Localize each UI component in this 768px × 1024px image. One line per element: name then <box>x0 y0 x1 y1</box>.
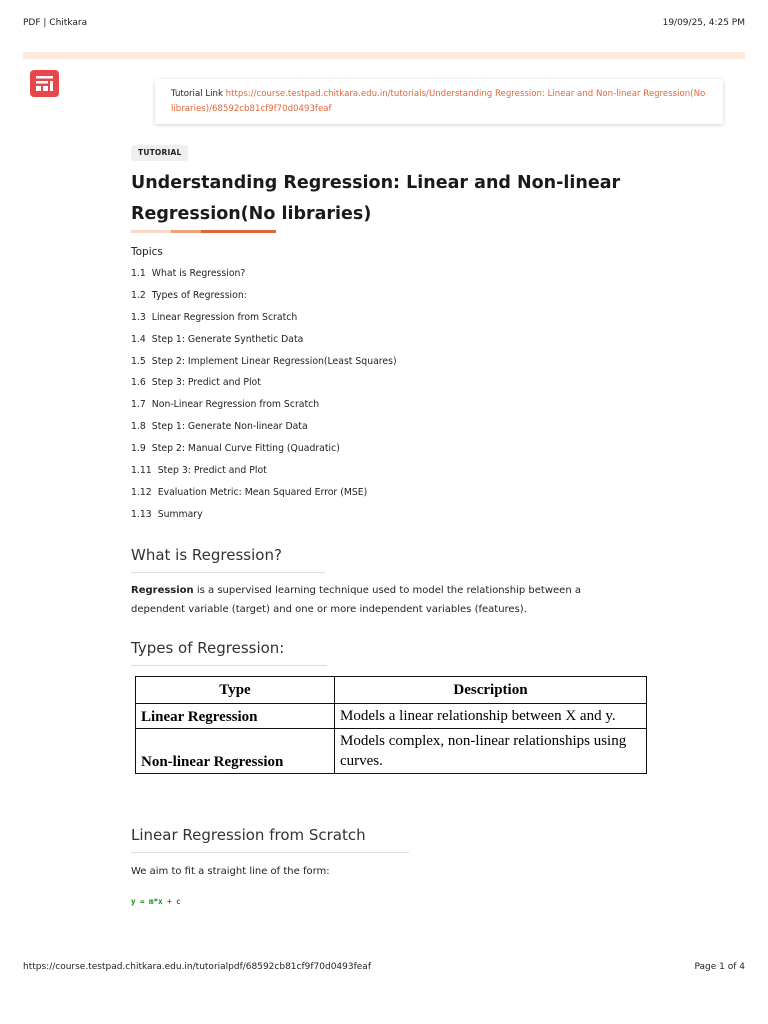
table-cell-description: Models a linear relationship between X and y. <box>335 704 647 729</box>
print-header-timestamp: 19/09/25, 4:25 PM <box>662 18 745 28</box>
topic-label: Step 1: Generate Non-linear Data <box>151 421 308 433</box>
topic-item[interactable] <box>131 504 397 526</box>
topic-label: Linear Regression from Scratch <box>151 311 298 323</box>
table-row <box>136 729 647 774</box>
topic-number: 1.7 <box>131 399 146 411</box>
table-cell-type: Linear Regression <box>136 704 335 729</box>
regression-types-table <box>135 676 647 774</box>
tutorial-badge: TUTORIAL <box>131 145 188 161</box>
top-banner-bar <box>23 52 745 59</box>
page-title: Understanding Regression: Linear and Non-linear Regression(No libraries) <box>131 173 621 224</box>
topic-label: Non-Linear Regression from Scratch <box>151 399 320 411</box>
topic-item[interactable] <box>131 438 397 460</box>
tutorial-link-box <box>155 79 723 124</box>
table-header-row <box>136 677 647 704</box>
section-heading-types-of-regression: Types of Regression: <box>131 639 327 666</box>
topic-label: Summary <box>157 508 203 520</box>
topic-label: Step 3: Predict and Plot <box>151 377 261 389</box>
topic-item[interactable] <box>131 285 397 307</box>
brand-logo-icon[interactable] <box>30 70 59 97</box>
topic-number: 1.4 <box>131 333 146 345</box>
topic-label: Step 3: Predict and Plot <box>157 465 267 477</box>
what-is-regression-paragraph <box>131 581 611 619</box>
regression-definition: is a supervised learning technique used to model the relationship between a dependent variable (target) and one or more independent variables (features). <box>131 585 581 615</box>
topic-item[interactable] <box>131 351 397 373</box>
print-header <box>23 18 745 32</box>
topic-number: 1.3 <box>131 311 146 323</box>
topic-number: 1.9 <box>131 443 146 455</box>
topics-list <box>131 263 397 526</box>
tutorial-link-url[interactable]: https://course.testpad.chitkara.edu.in/tutorials/Understanding Regression: Linear and Non-linear Regression(No libraries)/68592cb81cf9f70d0493feaf <box>171 89 706 114</box>
topic-item[interactable] <box>131 482 397 504</box>
topic-item[interactable] <box>131 372 397 394</box>
topic-number: 1.8 <box>131 421 146 433</box>
topic-label: Step 2: Implement Linear Regression(Least Squares) <box>151 355 397 367</box>
topic-label: What is Regression? <box>151 268 246 279</box>
topics-heading: Topics <box>131 246 163 258</box>
topic-item[interactable] <box>131 307 397 329</box>
section-heading-what-is-regression: What is Regression? <box>131 546 325 573</box>
tutorial-link-label: Tutorial Link <box>171 89 223 99</box>
topic-item[interactable] <box>131 394 397 416</box>
topic-item[interactable] <box>131 416 397 438</box>
table-cell-type: Non-linear Regression <box>136 729 335 774</box>
topic-number: 1.6 <box>131 377 146 389</box>
topic-number: 1.1 <box>131 268 146 279</box>
topic-number: 1.2 <box>131 289 146 301</box>
topic-item[interactable] <box>131 263 397 285</box>
print-header-title: PDF | Chitkara <box>23 18 88 28</box>
table-header-type: Type <box>136 677 335 704</box>
topic-number: 1.13 <box>131 508 152 520</box>
topic-label: Types of Regression: <box>151 289 247 301</box>
topic-number: 1.11 <box>131 465 152 477</box>
table-header-description: Description <box>335 677 647 704</box>
formula-code: y = m*x + c <box>131 897 181 906</box>
regression-term: Regression <box>131 585 194 596</box>
table-row <box>136 704 647 729</box>
topic-number: 1.12 <box>131 486 152 498</box>
topic-number: 1.5 <box>131 355 146 367</box>
table-cell-description: Models complex, non-linear relationships using curves. <box>335 729 647 774</box>
section-heading-linear-regression: Linear Regression from Scratch <box>131 826 409 853</box>
topic-item[interactable] <box>131 329 397 351</box>
topic-item[interactable] <box>131 460 397 482</box>
footer-url: https://course.testpad.chitkara.edu.in/tutorialpdf/68592cb81cf9f70d0493feaf <box>23 962 371 972</box>
topic-label: Step 2: Manual Curve Fitting (Quadratic) <box>151 443 340 455</box>
topic-label: Step 1: Generate Synthetic Data <box>151 333 304 345</box>
title-underline <box>131 230 276 233</box>
topic-label: Evaluation Metric: Mean Squared Error (MSE) <box>157 486 368 498</box>
linear-regression-intro: We aim to fit a straight line of the form: <box>131 866 330 877</box>
page-number: Page 1 of 4 <box>694 962 745 972</box>
